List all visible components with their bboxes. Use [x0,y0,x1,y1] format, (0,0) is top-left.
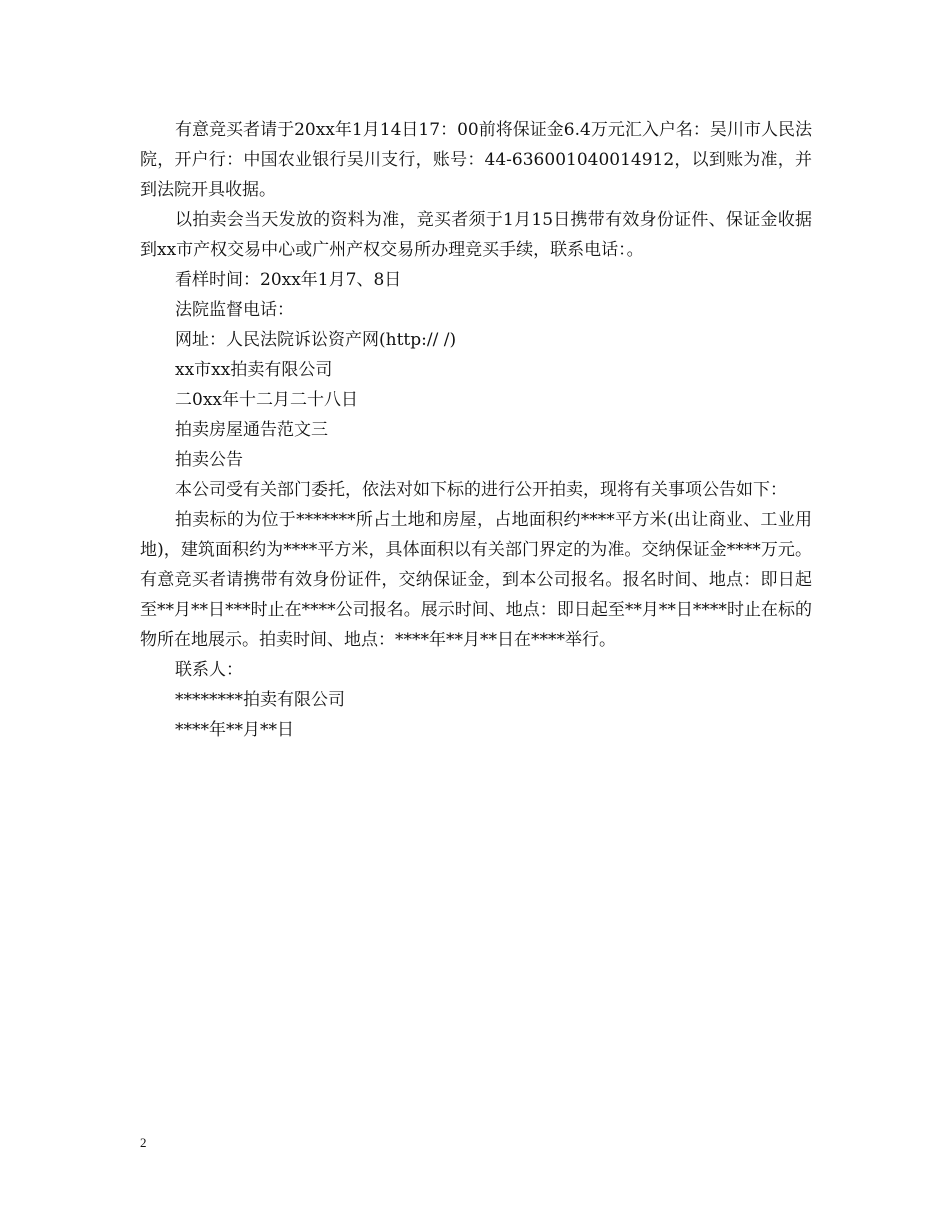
paragraph-company-name: xx市xx拍卖有限公司 [175,360,333,380]
page-number: 2 [140,1135,147,1150]
paragraph-registration-instructions: 以拍卖会当天发放的资料为准，竞买者须于1月15日携带有效身份证件、保证金收据到xx市产权交易中心或广州产权交易所办理竞买手续，联系电话：。 [140,210,812,260]
paragraph-date: 二0xx年十二月二十八日 [175,390,358,410]
paragraph-website: 网址：人民法院诉讼资产网(http:// /) [175,330,457,350]
paragraph-contact: 联系人： [175,660,243,680]
paragraph-viewing-time: 看样时间：20xx年1月7、8日 [175,270,402,290]
notice-title: 拍卖公告 [175,450,243,470]
paragraph-signature-company: ********拍卖有限公司 [175,690,345,710]
paragraph-signature-date: ****年**月**日 [175,720,294,740]
paragraph-deposit-instructions: 有意竞买者请于20xx年1月14日17：00前将保证金6.4万元汇入户名：吴川市人民法院，开户行：中国农业银行吴川支行，账号：44-636001040014912，以到账为准，并到法院开具收据。 [140,120,812,200]
paragraph-court-phone: 法院监督电话： [175,300,294,320]
paragraph-auction-details: 拍卖标的为位于*******所占土地和房屋，占地面积约****平方米(出让商业、工业用地)，建筑面积约为****平方米，具体面积以有关部门界定的为准。交纳保证金****万元。有意竞买者请携带有效身份证件，交纳保证金，到本公司报名。报名时间、地点：即日起至**月**日***时止在****公司报名。展示时间、地点：即日起至**月**日****时止在标的物所在地展示。拍卖时间、地点：****年**月**日在****举行。 [140,510,812,650]
document-body [140,115,812,745]
section-heading: 拍卖房屋通告范文三 [175,420,328,440]
paragraph-intro: 本公司受有关部门委托，依法对如下标的进行公开拍卖，现将有关事项公告如下： [175,480,787,500]
